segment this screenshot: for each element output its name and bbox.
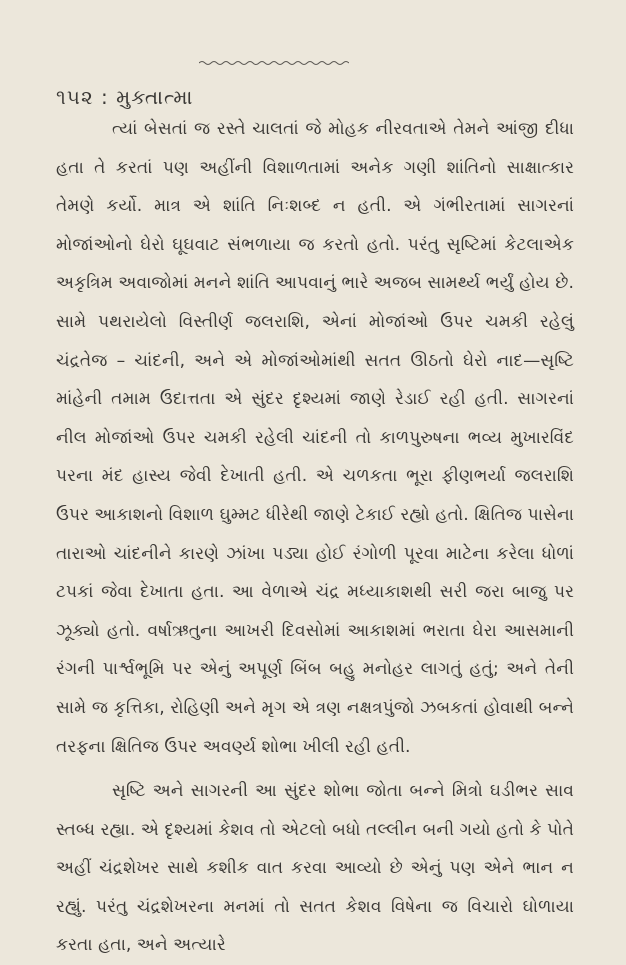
running-head: ૧૫૨ : મુક્તાત્મા <box>56 85 194 109</box>
body-paragraph-1: ત્યાં બેસતાં જ રસ્તે ચાલતાં જે મોહક નીરવતાએ તેમને આંજી દીધા હતા તે કરતાં પણ અહીંની વિશાળતામાં અનેક ગણી શાંતિનો સાક્ષાત્કાર તેમણે કર્યો. માત્ર એ શાંતિ નિઃશબ્દ ન હતી. એ ગંભીરતામાં સાગરનાં મોજાંઓનો ઘેરો ઘૂઘવાટ સંભળાયા જ કરતો હતો. પરંતુ સૃષ્ટિમાં કેટલાએક અકૃત્રિમ અવાજોમાં મનને શાંતિ આપવાનું ભારે અજબ સામર્થ્ય ભર્યું હોય છે. સામે પથરાયેલો વિસ્તીર્ણ જલરાશિ, એનાં મોજાંઓ ઉપર ચમકી રહેલું ચંદ્રતેજ – ચાંદની, અને એ મોજાંઓમાંથી સતત ઊઠતો ઘેરો નાદ—સૃષ્ટિ માંહેની તમામ ઉદાત્તતા એ સુંદર દૃશ્યમાં જાણે રેડાઈ રહી હતી. સાગરનાં નીલ મોજાંઓ ઉપર ચમકી રહેલી ચાંદની તો કાળપુરુષના ભવ્ય મુખારવિંદ પરના મંદ હાસ્ય જેવી દેખાતી હતી. એ ચળકતા ભૂરા ફીણભર્યા જલરાશિ ઉપર આકાશનો વિશાળ ઘુમ્મટ ધીરેથી જાણે ટેકાઈ રહ્યો હતો. ક્ષિતિજ પાસેના તારાઓ ચાંદનીને કારણે ઝાંખા પડ્યા હોઈ રંગોળી પૂરવા માટેના કરેલા ધોળાં ટપકાં જેવા દેખાતા હતા. આ વેળાએ ચંદ્ર મધ્યાકાશથી સરી જરા બાજુ પર ઝૂક્યો હતો. વર્ષાઋતુના આખરી દિવસોમાં આકાશમાં ભરાતા ઘેરા આસમાની રંગની પાર્શ્વભૂમિ પર એનું અપૂર્ણ બિંબ બહુ મનોહર લાગતું હતું; અને તેની સામે જ કૃત્તિકા, રોહિણી અને મૃગ એ ત્રણ નક્ષત્રપુંજો ઝબકતાં હોવાથી બન્ને તરફના ક્ષિતિજ ઉપર અવર્ણ્ય શોભા ખીલી રહી હતી. <box>56 119 574 757</box>
body-paragraph-2: સૃષ્ટિ અને સાગરની આ સુંદર શોભા જોતા બન્ને મિત્રો ઘડીભર સાવ સ્તબ્ધ રહ્યા. એ દૃશ્યમાં કેશવ તો એટલો બધો તલ્લીન બની ગયો હતો કે પોતે અહીં ચંદ્રશેખર સાથે કશીક વાત કરવા આવ્યો છે એનું પણ એને ભાન ન રહ્યું. પરંતુ ચંદ્રશેખરના મનમાં તો સતત કેશવ વિષેના જ વિચારો ઘોળાયા કરતા હતા, અને અત્યારે <box>56 781 574 956</box>
running-head-wavy-underline <box>199 60 349 66</box>
